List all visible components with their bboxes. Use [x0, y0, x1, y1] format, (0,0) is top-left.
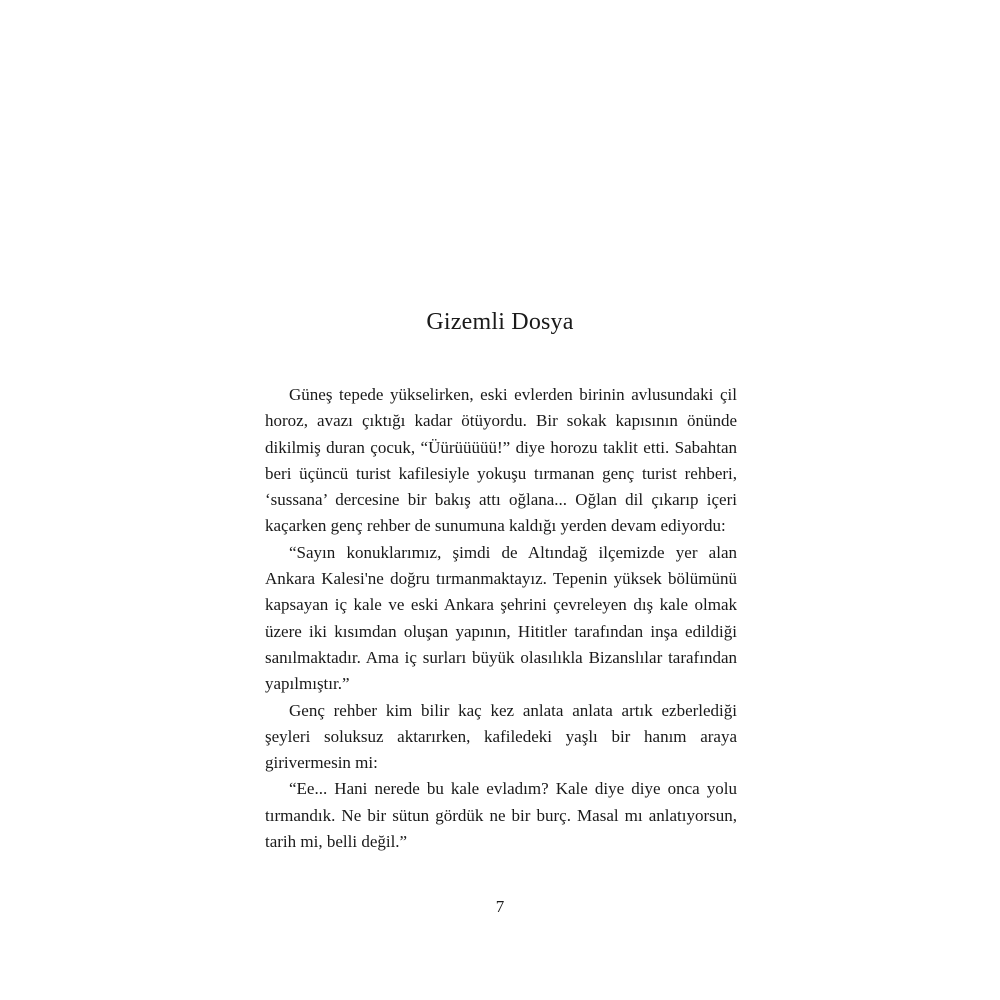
paragraph-3: Genç rehber kim bilir kaç kez anlata anlata artık ezberlediği şeyleri soluksuz aktarırken, kafiledeki yaşlı bir hanım araya girivermesin mi: — [265, 700, 737, 773]
paragraph-4: “Ee... Hani nerede bu kale evladım? Kale diye diye onca yolu tırmandık. Ne bir sütun gördük ne bir burç. Masal mı anlatıyorsun, tarih mi, belli değil.” — [265, 779, 737, 852]
page-number: 7 — [495, 897, 505, 916]
chapter-title: Gizemli Dosya — [426, 309, 574, 335]
paragraph-1: Güneş tepede yükselirken, eski evlerden birinin avlusundaki çil horoz, avazı çıktığı kadar ötüyordu. Bir sokak kapısının önünde dikilmiş duran çocuk, “Üürüüüüü!” diye horozu taklit etti. Sabahtan beri üçüncü turist kafilesiyle yokuşu tırmanan genç turist rehberi, ‘sussana’ dercesine bir bakış attı oğlana... Oğlan dil çıkarıp içeri kaçarken genç rehber de sunumuna kaldığı yerden devam ediyordu: — [265, 385, 737, 536]
paragraph-2: “Sayın konuklarımız, şimdi de Altındağ ilçemizde yer alan Ankara Kalesi'ne doğru tırmanmaktayız. Tepenin yüksek bölümünü kapsayan iç kale ve eski Ankara şehrini çevreleyen dış kale olmak üzere iki kısımdan oluşan yapının, Hititler tarafından inşa edildiği sanılmaktadır. Ama iç surları büyük olasılıkla Bizanslılar tarafından yapılmıştır.” — [265, 542, 737, 694]
body-text — [265, 382, 737, 855]
